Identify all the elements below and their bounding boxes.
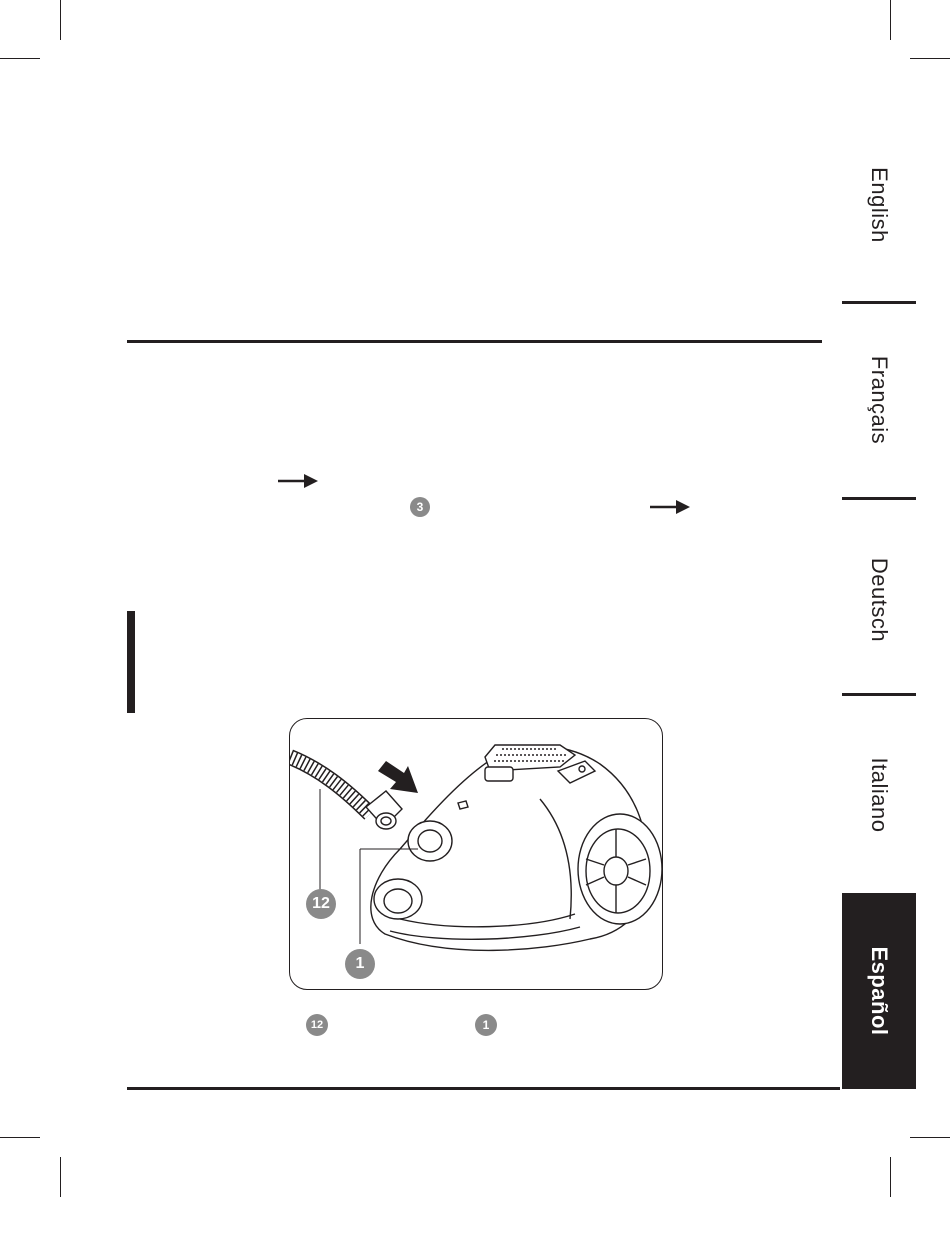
crop-mark-bottom-right-h <box>910 1137 950 1138</box>
figure-badge-hose: 12 <box>306 889 336 919</box>
tab-italiano-label: Italiano <box>867 757 892 833</box>
crop-mark-top-right-h <box>910 58 950 59</box>
section-bottom-rule <box>127 1087 840 1090</box>
tab-divider <box>842 693 916 696</box>
crop-mark-top-right-v <box>890 0 891 40</box>
tab-divider <box>842 301 916 304</box>
vacuum-figure <box>289 718 663 990</box>
figure-badge-inlet: 1 <box>345 949 375 979</box>
tab-divider <box>842 497 916 500</box>
section-side-bar <box>127 611 135 713</box>
tab-espanol-label: Español <box>867 946 892 1036</box>
insert-arrow-icon <box>378 761 418 793</box>
crop-mark-top-left-v <box>60 0 61 40</box>
crop-mark-top-left-h <box>0 58 40 59</box>
crop-mark-bottom-left-v <box>60 1157 61 1197</box>
tab-francais[interactable] <box>842 345 916 455</box>
section-top-rule <box>127 340 822 343</box>
tab-english-label: English <box>867 167 892 243</box>
right-arrow-icon <box>650 499 692 515</box>
right-arrow-icon <box>278 473 320 489</box>
step-badge-3: 3 <box>410 497 430 517</box>
tab-italiano[interactable] <box>842 740 916 850</box>
tab-francais-label: Français <box>867 355 892 445</box>
caption-badge-hose: 12 <box>306 1014 328 1036</box>
vacuum-cleaner-illustration <box>290 719 662 989</box>
crop-mark-bottom-left-h <box>0 1137 40 1138</box>
tab-espanol[interactable] <box>842 893 916 1089</box>
tab-english[interactable] <box>842 150 916 260</box>
caption-badge-inlet: 1 <box>475 1014 497 1036</box>
tab-deutsch[interactable] <box>842 545 916 655</box>
crop-mark-bottom-right-v <box>890 1157 891 1197</box>
tab-deutsch-label: Deutsch <box>867 557 892 643</box>
